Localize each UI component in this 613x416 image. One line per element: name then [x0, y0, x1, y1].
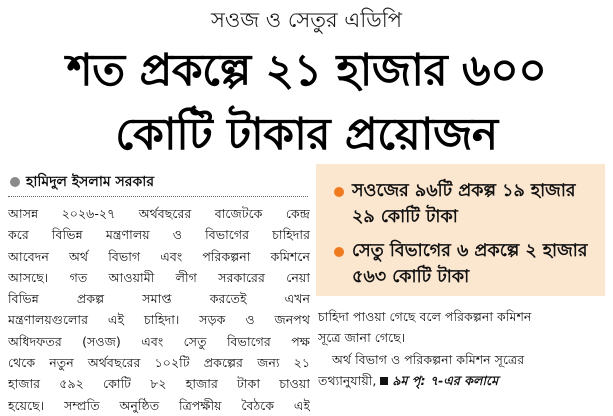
body-line: হাজার ৫৯২ কোটি ৮২ হাজার টাকা চাওয়া — [8, 376, 310, 392]
highlight-text: সওজের ৯৬টি প্রকল্প ১৯ হাজার ২৯ কোটি টাকা — [352, 181, 576, 227]
body-line: করে বিভিন্ন মন্ত্রণালয় ও বিভাগের চাহিদার — [8, 227, 310, 243]
bullet-icon — [334, 187, 344, 197]
byline-dot-icon — [10, 177, 20, 187]
square-marker-icon — [380, 377, 388, 385]
body-line: সূত্রে জানা গেছে। — [318, 330, 406, 346]
bullet-icon — [334, 247, 344, 257]
body-line: মন্ত্রণালয়গুলোর এই চাহিদা। সড়ক ও জনপথ — [8, 312, 310, 328]
body-line: থেকে নতুন অর্থবছরের ১০২টি প্রকল্পের জন্য ২১ — [8, 355, 310, 371]
kicker: সওজ ও সেতুর এডিপি — [210, 8, 402, 32]
article-body-right — [318, 306, 605, 391]
body-line-last-text: তথ্যানুযায়ী, — [318, 372, 377, 388]
headline-line-1: শত প্রকল্পে ২১ হাজার ৬০০ — [66, 45, 547, 96]
body-line: আসন্ন ২০২৬-২৭ অর্থবছরের বাজেটকে কেন্দ্র — [8, 206, 310, 221]
body-line: চাহিদা পাওয়া গেছে বলে পরিকল্পনা কমিশন — [318, 309, 532, 324]
article-body-left — [8, 203, 310, 416]
highlight-box — [316, 164, 605, 296]
body-line: হয়েছে। সম্প্রতি অনুষ্ঠিত ত্রিপক্ষীয় বৈঠকে এই — [8, 397, 310, 413]
byline-divider — [8, 196, 308, 197]
highlight-item — [334, 178, 595, 230]
body-line: অর্থ বিভাগ ও পরিকল্পনা কমিশন সূত্রের — [332, 351, 525, 367]
headline-line-2: কোটি টাকার প্রয়োজন — [115, 109, 498, 160]
highlight-text: সেতু বিভাগের ৬ প্রকল্পে ২ হাজার ৫৬৩ কোটি টাকা — [352, 241, 588, 287]
body-line: বিভিন্ন প্রকল্প সমাপ্ত করতেই এখন — [8, 291, 310, 307]
body-line: আসছে। গত আওয়ামী লীগ সরকারের নেয়া — [8, 269, 310, 285]
body-line: অধিদফতর (সওজ) এবং সেতু বিভাগের পক্ষ — [8, 333, 310, 349]
body-line-last — [318, 370, 605, 391]
byline — [10, 172, 154, 192]
body-line: আবেদন অর্থ বিভাগ এবং পরিকল্পনা কমিশনে — [8, 248, 310, 264]
continued-link[interactable]: ৯ম পৃ: ৭-এর কলামে — [392, 372, 499, 388]
highlight-item — [334, 238, 595, 290]
byline-author: হামিদুল ইসলাম সরকার — [26, 174, 155, 190]
